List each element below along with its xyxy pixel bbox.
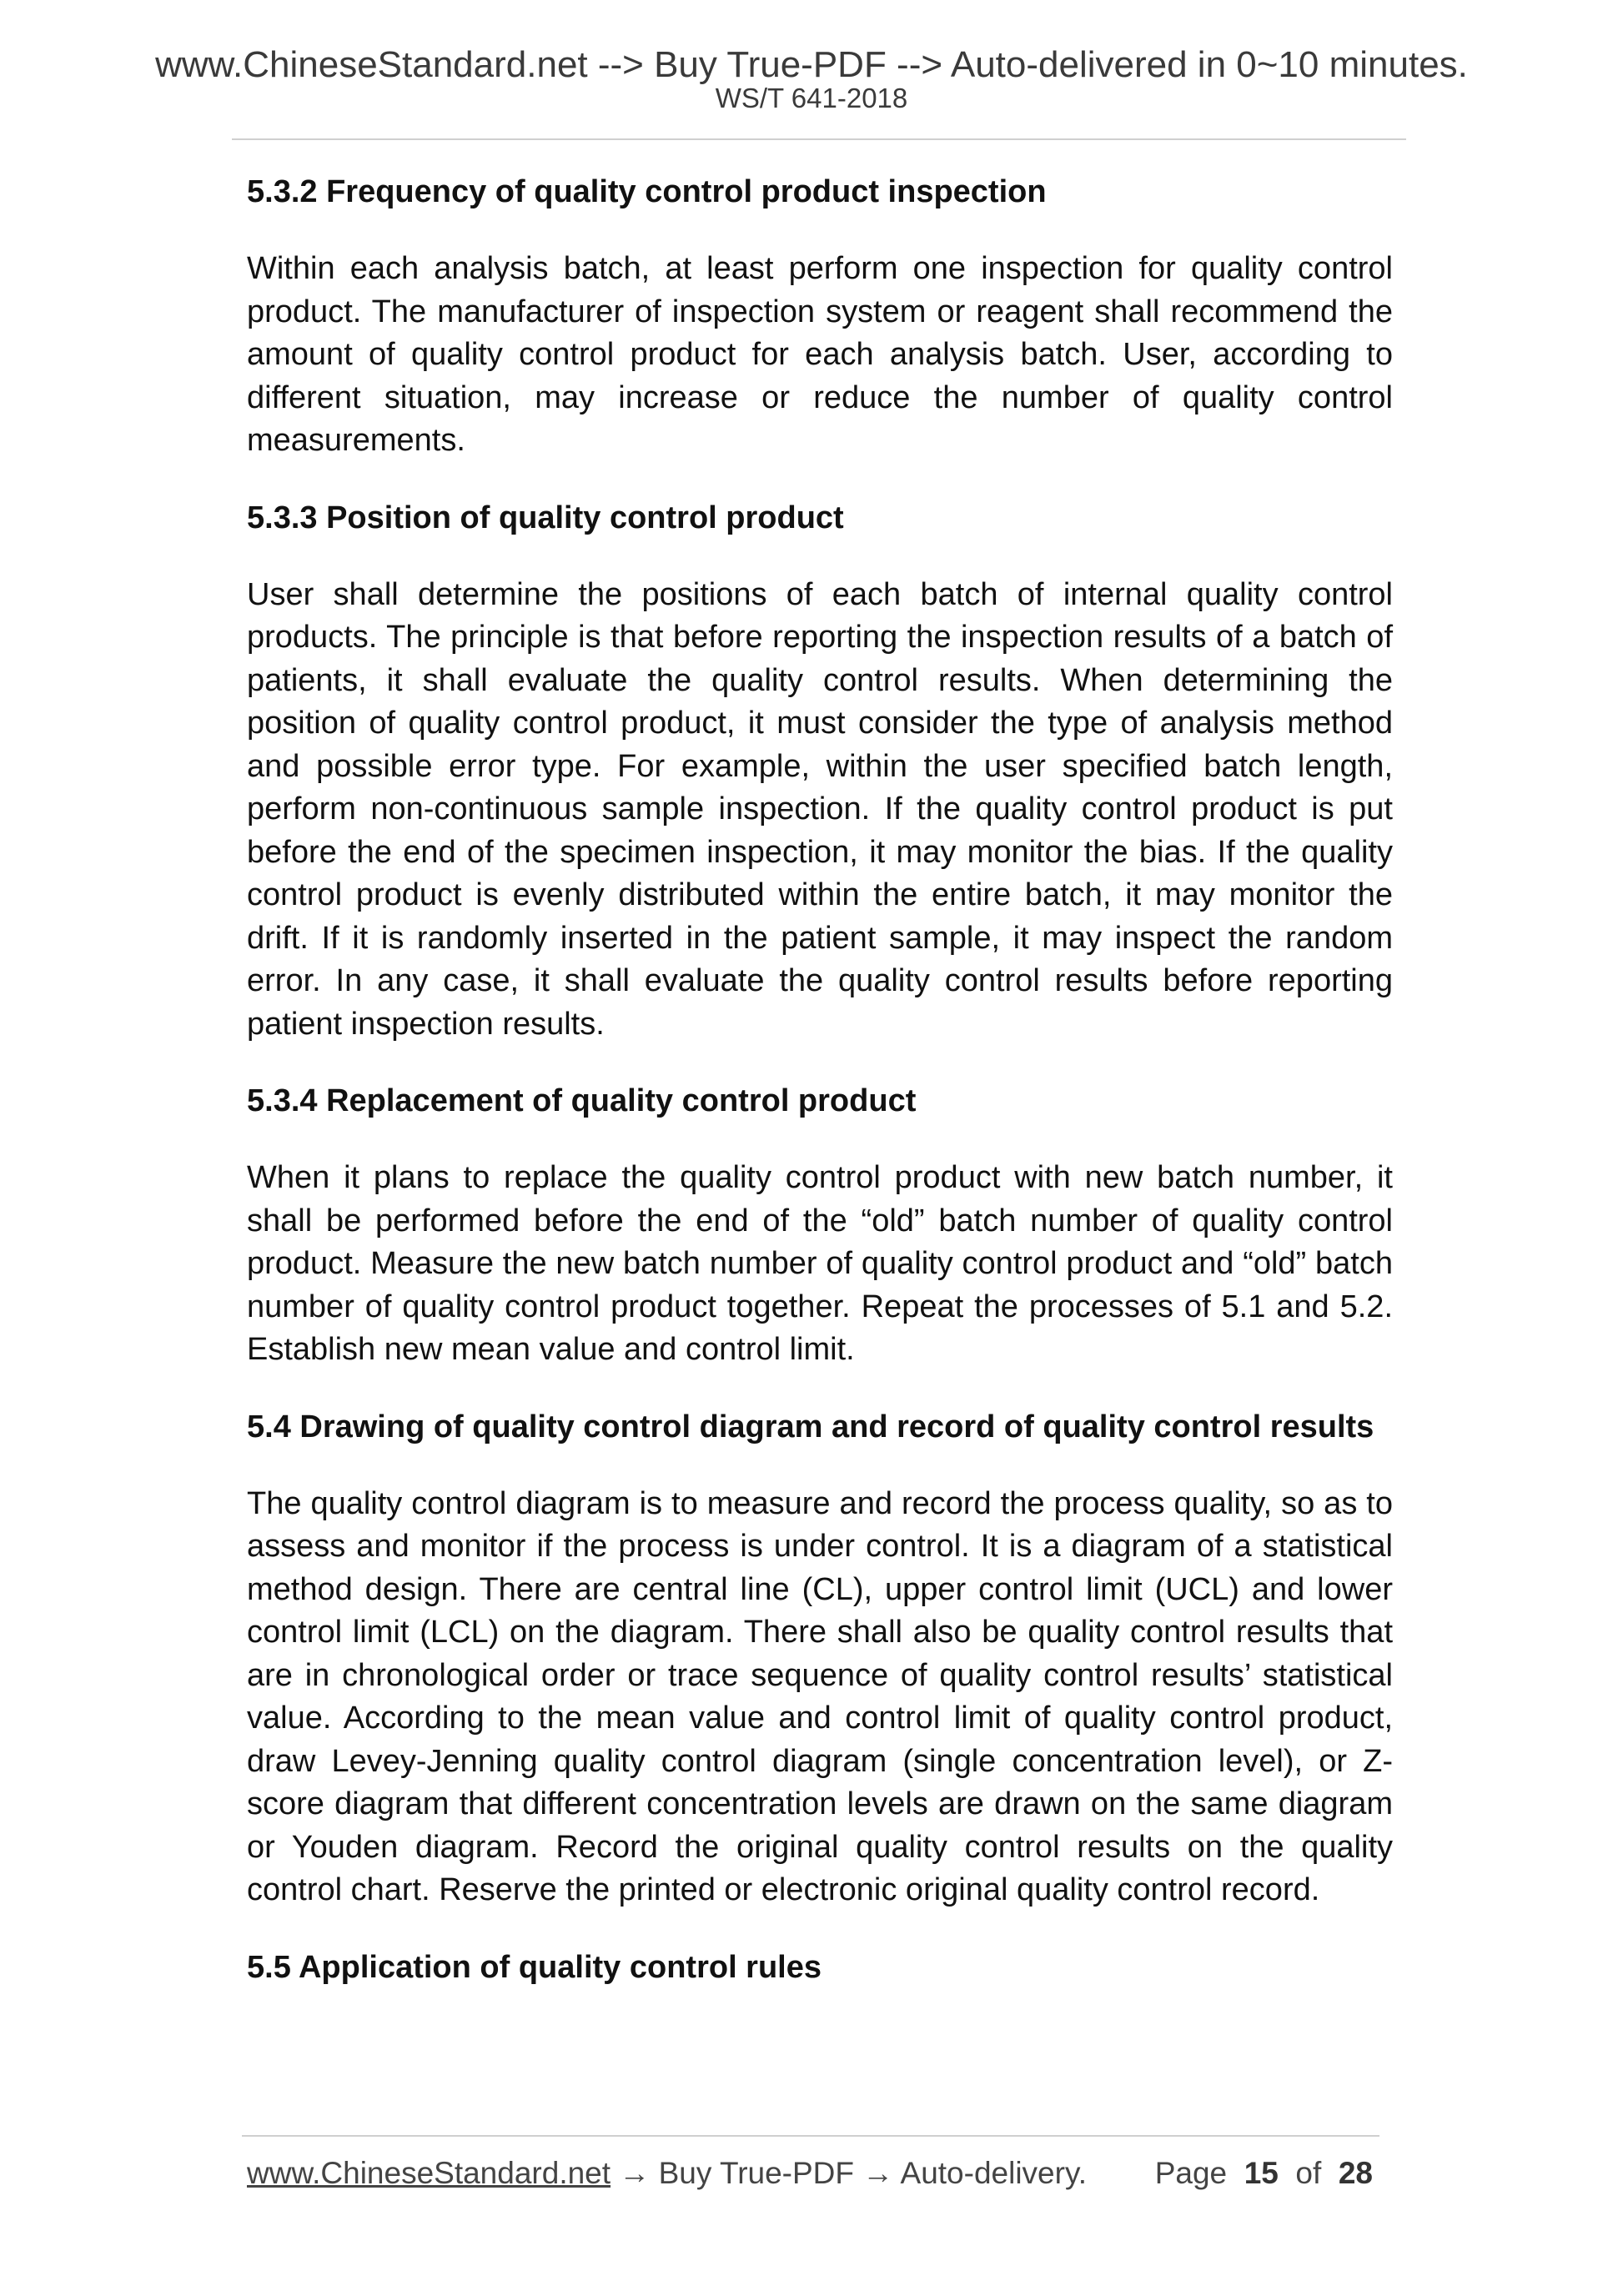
section-heading-5-4: 5.4 Drawing of quality control diagram and record of quality control results (247, 1409, 1374, 1444)
section-heading-5-3-2: 5.3.2 Frequency of quality control product inspection (247, 174, 1047, 209)
top-banner: www.ChineseStandard.net --> Buy True-PDF --> Auto-delivered in 0~10 minutes. (155, 44, 1468, 85)
page-word: Page (1154, 2156, 1228, 2190)
page-content (247, 171, 1393, 1989)
footer-promo-text: → Buy True-PDF → Auto-delivery. (611, 2156, 1087, 2190)
section-heading-5-3-4: 5.3.4 Replacement of quality control product (247, 1083, 917, 1118)
section-body-5-3-4: When it plans to replace the quality control product with new batch number, it shall be performed before the end of the “old” batch number of quality control product. Measure the new batch number of quality control product and “old” batch number of quality control product together. Repeat the processes of 5.1 and 5.2. Establish new mean value and control limit. (247, 1160, 1393, 1367)
current-page: 15 (1244, 2156, 1279, 2190)
header-divider (232, 138, 1406, 140)
section-body-5-3-2: Within each analysis batch, at least perform one inspection for quality control product. The manufacturer of inspection system or reagent shall recommend the amount of quality control product for each analysis batch. User, according to different situation, may increase or reduce the number of quality control measurements. (247, 251, 1393, 458)
footer-promo (247, 2154, 1087, 2193)
document-code: WS/T 641-2018 (715, 83, 908, 113)
of-word: of (1295, 2156, 1322, 2190)
section-heading-5-5: 5.5 Application of quality control rules (247, 1949, 822, 1985)
page-number (1155, 2154, 1373, 2193)
section-body-5-3-3: User shall determine the positions of each batch of internal quality control products. The principle is that before reporting the inspection results of a batch of patients, it shall evaluate the quality control results. When determining the position of quality control product, it must consider the type of analysis method and possible error type. For example, within the user specified batch length, perform non-continuous sample inspection. If the quality control product is put before the end of the specimen inspection, it may monitor the bias. If the quality control product is evenly distributed within the entire batch, it may monitor the drift. If it is randomly inserted in the patient sample, it may inspect the random error. In any case, it shall evaluate the quality control results before reporting patient inspection results. (247, 576, 1393, 1042)
footer-site-link[interactable]: www.ChineseStandard.net (247, 2156, 611, 2190)
footer-divider (242, 2135, 1379, 2137)
section-heading-5-3-3: 5.3.3 Position of quality control product (247, 500, 844, 535)
total-pages: 28 (1338, 2156, 1373, 2190)
section-body-5-4: The quality control diagram is to measure and record the process quality, so as to assess and monitor if the process is under control. It is a diagram of a statistical method design. There are central line (CL), upper control limit (UCL) and lower control limit (LCL) on the diagram. There shall also be quality control results that are in chronological order or trace sequence of quality control results’ statistical value. According to the mean value and control limit of quality control product, draw Levey-Jenning quality control diagram (single concentration level), or Z-score diagram that different concentration levels are drawn on the same diagram or Youden diagram. Record the original quality control results on the quality control chart. Reserve the printed or electronic original quality control record. (247, 1485, 1393, 1907)
